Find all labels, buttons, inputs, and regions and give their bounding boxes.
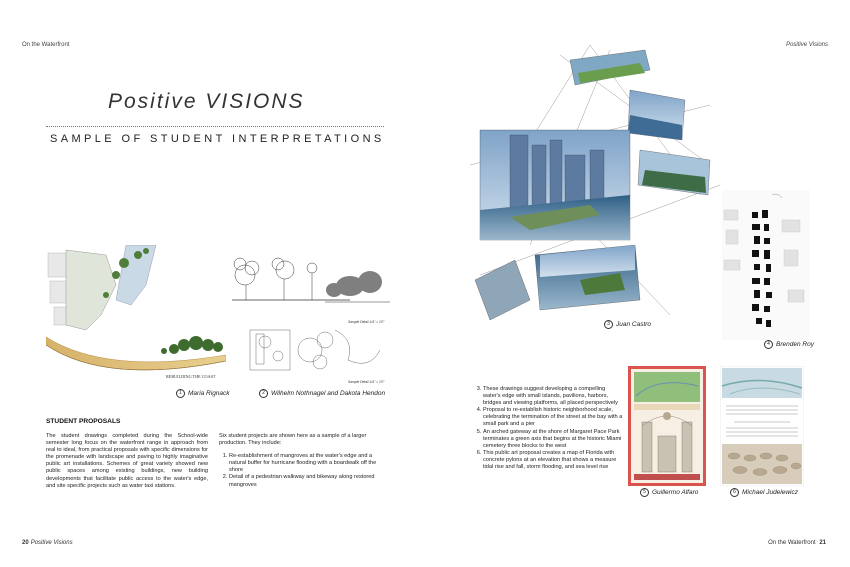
figure-6-caption xyxy=(730,488,798,497)
figure-4-number: 4 xyxy=(764,340,773,349)
page-number-right: 21 xyxy=(819,540,826,546)
proposal-list-left xyxy=(219,453,387,488)
figure-6-credit: Michael Judelewicz xyxy=(742,489,798,497)
figure-5-gateway-poster xyxy=(628,366,706,486)
folio-text-left: Positive Visions xyxy=(30,540,73,546)
list-item: 5. An arched gateway at the shore of Margaret Pace Park terminates a green axis that begins at the historic Miami cemetery three blocks to the west xyxy=(483,429,623,450)
figure-3-caption xyxy=(604,320,651,329)
title-divider xyxy=(46,126,384,127)
body-paragraph-2: Six student projects are shown here as a sample of a larger production. They include: xyxy=(219,433,367,447)
figure-2-caption xyxy=(259,389,385,398)
figure-4-credit: Brenden Roy xyxy=(776,341,814,349)
figure-4-caption xyxy=(764,340,814,349)
body-column-2 xyxy=(219,433,387,489)
running-head-left: On the Waterfront xyxy=(22,42,70,48)
detail-b-label: Sample Detail 1/4" = 1'0" xyxy=(348,380,385,384)
folio-text-right: On the Waterfront xyxy=(768,540,816,546)
figure-4-figure-ground-plan xyxy=(722,190,810,340)
page-title: Positive VISIONS xyxy=(108,90,305,113)
figure-2-credit: Wilhelm Nothnagel and Dakota Hendon xyxy=(271,390,386,398)
figure-1-credit: Maria Rignack xyxy=(188,390,230,398)
detail-a-label: Sample Detail 1/4" = 1'0" xyxy=(348,320,385,324)
folio-left xyxy=(22,540,73,546)
list-item: 1. Re-establishment of mangroves at the water's edge and a natural buffer for hurricane flooding with a boardwalk off the shore xyxy=(229,453,387,474)
page-number-left: 20 xyxy=(22,540,29,546)
figure-1-label: REBUILDING THE COAST xyxy=(166,374,216,379)
figure-3-credit: Juan Castro xyxy=(616,321,652,329)
figure-3-perspective-collage xyxy=(470,45,720,330)
list-item: 2. Detail of a pedestrian walkway and bikeway along restored mangroves xyxy=(229,474,387,488)
figure-1-coastal-plan xyxy=(46,245,226,390)
body-paragraph-1: The student drawings completed during the School-wide semester long focus on the waterfront range in approach from real to ideal, from practical proposals with specific dimensions for the promenade with landscape and paving to highly imaginative public art installations. Schemes of great variety showed new public spaces among existing buildings, new building developments that facilitate public access to the water's edge, and site specific projects such as water taxi stations. xyxy=(46,433,208,489)
list-item: 3. These drawings suggest developing a compelling water's edge with small islands, pavilions, harbors, bridges and viewing platforms, all placed perspectively xyxy=(483,386,623,407)
list-item: 6. This public art proposal creates a map of Florida with concrete pylons at an elevation that shows a measure tidal rise and fall, storm flooding, and sea level rise xyxy=(483,450,623,471)
running-head-right: Positive Visions xyxy=(786,42,828,48)
figure-1-number: 1 xyxy=(176,389,185,398)
figure-1-caption xyxy=(176,389,230,398)
figure-3-number: 3 xyxy=(604,320,613,329)
section-heading: STUDENT PROPOSALS xyxy=(46,418,121,425)
folio-right xyxy=(768,540,828,546)
figure-5-credit: Guillermo Alfaro xyxy=(652,489,699,497)
figure-5-caption xyxy=(640,488,698,497)
list-item: 4. Proposal to re-establish historic neighborhood scale, celebrating the termination of the street at the bay with a small park and a pier xyxy=(483,407,623,428)
figure-5-number: 5 xyxy=(640,488,649,497)
figure-2-section-drawings xyxy=(230,250,390,390)
proposal-list-right xyxy=(473,386,623,471)
page-subtitle: SAMPLE OF STUDENT INTERPRETATIONS xyxy=(50,133,385,145)
figure-6-number: 6 xyxy=(730,488,739,497)
figure-2-number: 2 xyxy=(259,389,268,398)
figure-6-public-art-panels xyxy=(720,366,804,486)
